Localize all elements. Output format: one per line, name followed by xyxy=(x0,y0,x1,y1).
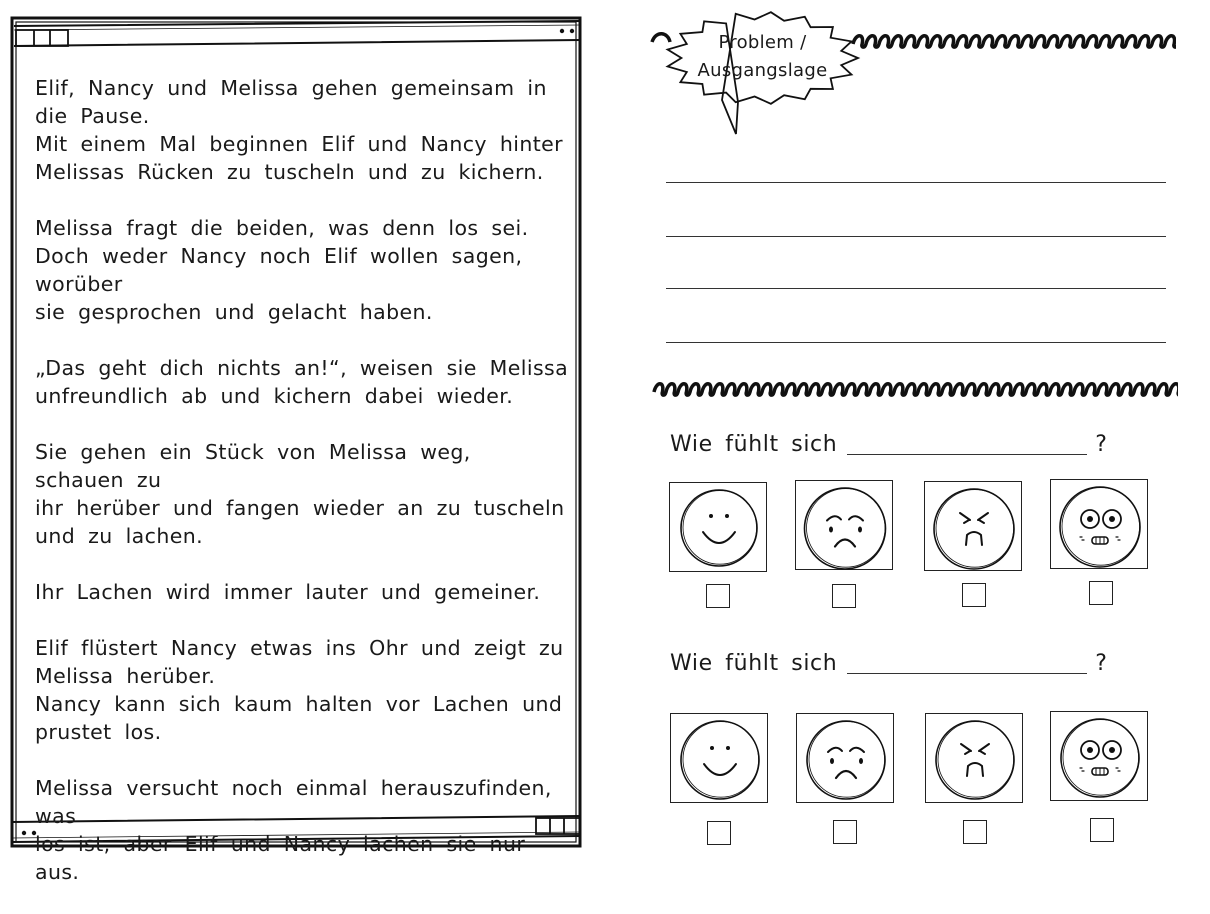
story-card xyxy=(10,16,582,884)
feeling-question xyxy=(670,432,1108,457)
scared-face-icon xyxy=(1051,712,1149,804)
story-paragraph: Ihr Lachen wird immer lauter und gemeiner. xyxy=(35,580,541,604)
sad-checkbox[interactable] xyxy=(833,820,857,844)
scared-face-card xyxy=(1050,711,1148,801)
writing-line[interactable] xyxy=(666,342,1166,343)
writing-line[interactable] xyxy=(666,288,1166,289)
scared-face-card xyxy=(1050,479,1148,569)
angry-face-icon xyxy=(926,714,1024,806)
scared-checkbox[interactable] xyxy=(1089,581,1113,605)
happy-checkbox[interactable] xyxy=(707,821,731,845)
problem-bubble-label: Problem / Ausgangslage xyxy=(697,32,828,81)
question-mark: ? xyxy=(1095,432,1108,457)
angry-checkbox[interactable] xyxy=(963,820,987,844)
story-paragraph: „Das geht dich nichts an!“, weisen sie Melissa unfreundlich ab und kichern dabei wieder. xyxy=(35,356,569,408)
writing-line[interactable] xyxy=(666,182,1166,183)
name-blank[interactable] xyxy=(847,653,1087,674)
sad-face-card xyxy=(795,480,893,570)
story-paragraph: Elif, Nancy und Melissa gehen gemeinsam in die Pause. Mit einem Mal beginnen Elif und Nancy hinter Melissas Rücken zu tuscheln und zu kichern. xyxy=(35,76,563,184)
angry-checkbox[interactable] xyxy=(962,583,986,607)
scared-checkbox[interactable] xyxy=(1090,818,1114,842)
question-prefix: Wie fühlt sich xyxy=(670,432,838,457)
sad-face-icon xyxy=(797,714,895,806)
sad-checkbox[interactable] xyxy=(832,584,856,608)
story-paragraph: Melissa versucht noch einmal herauszufinden, was los ist, aber Elif und Nancy lachen sie nur aus. xyxy=(35,776,552,884)
happy-face-icon xyxy=(670,483,768,573)
happy-face-card xyxy=(669,482,767,572)
question-prefix: Wie fühlt sich xyxy=(670,651,838,676)
feeling-question xyxy=(670,651,1108,676)
happy-checkbox[interactable] xyxy=(706,584,730,608)
sad-face-icon xyxy=(796,481,894,576)
sad-face-card xyxy=(796,713,894,803)
name-blank[interactable] xyxy=(847,434,1087,455)
story-paragraph: Sie gehen ein Stück von Melissa weg, schauen zu ihr herüber und fangen wieder an zu tuscheln und zu lachen. xyxy=(35,440,565,548)
question-mark: ? xyxy=(1095,651,1108,676)
happy-face-icon xyxy=(671,714,769,806)
middle-squiggle-border xyxy=(650,374,1178,404)
angry-face-icon xyxy=(925,482,1023,576)
scared-face-icon xyxy=(1051,480,1149,574)
happy-face-card xyxy=(670,713,768,803)
angry-face-card xyxy=(925,713,1023,803)
story-paragraph: Elif flüstert Nancy etwas ins Ohr und zeigt zu Melissa herüber. Nancy kann sich kaum halten vor Lachen und prustet los. xyxy=(35,636,564,744)
angry-face-card xyxy=(924,481,1022,571)
story-text xyxy=(35,74,570,914)
writing-line[interactable] xyxy=(666,236,1166,237)
story-paragraph: Melissa fragt die beiden, was denn los sei. Doch weder Nancy noch Elif wollen sagen, worüber sie gesprochen und gelacht haben. xyxy=(35,216,529,324)
